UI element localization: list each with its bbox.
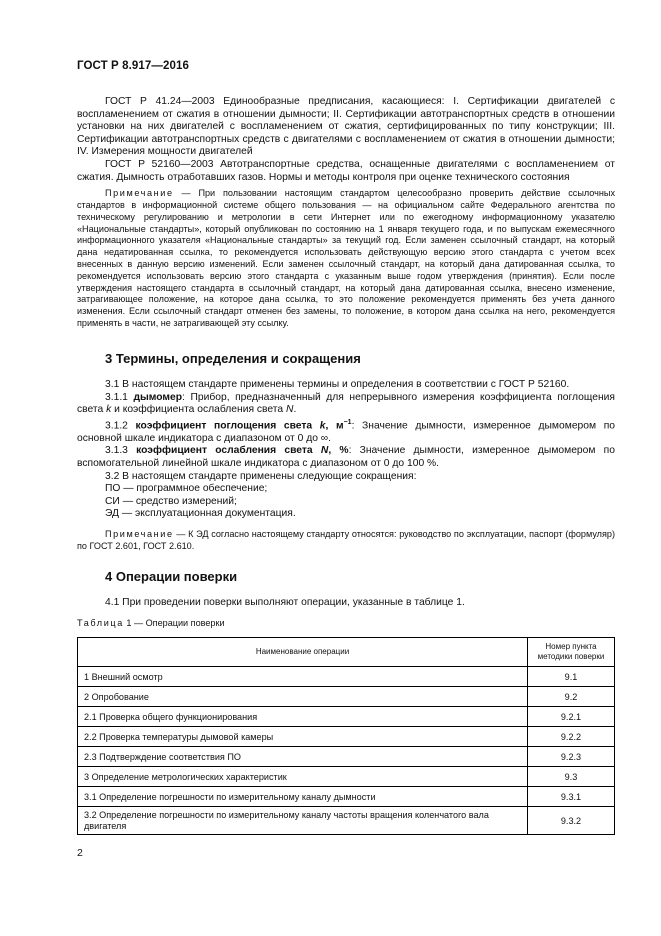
document-id: ГОСТ Р 8.917—2016	[77, 60, 189, 72]
clause-number: 3.1.2	[105, 420, 136, 432]
reference-gost-52160: ГОСТ Р 52160—2003 Автотранспортные средства, оснащенные двигателями с воспламенением от сжатия. Дымность отработавших газов. Нормы и методы контроля при оценке технического состояния	[77, 158, 615, 183]
term: дымомер	[133, 391, 183, 403]
clause-number: 9.2.1	[528, 707, 615, 727]
references-note	[77, 188, 615, 330]
abbreviation-item: ЭД — эксплуатационная документация.	[105, 508, 296, 520]
clause-3-1-3	[77, 445, 615, 470]
page-number: 2	[77, 847, 83, 859]
symbol-k: k	[319, 420, 326, 432]
operation-name: 1 Внешний осмотр	[78, 667, 528, 687]
clause-number: 9.1	[528, 667, 615, 687]
table-row	[78, 787, 615, 807]
symbol-n: N	[286, 404, 294, 416]
note-text: — К ЭД согласно настоящему стандарту относятся: руководство по эксплуатации, паспорт (формуляр) по ГОСТ 2.601, ГОСТ 2.610.	[77, 528, 615, 551]
term: коэффициент поглощения света	[135, 420, 320, 432]
operation-name: 3 Определение метрологических характеристик	[78, 767, 528, 787]
table-header-row	[78, 638, 615, 667]
definition-text: и коэффициента ослабления света	[111, 404, 286, 416]
normative-references	[77, 96, 615, 330]
table-1	[77, 637, 615, 835]
clause-number: 9.3.1	[528, 787, 615, 807]
column-header-operation: Наименование операции	[78, 638, 528, 667]
definition-text: : Значение дымности, измеренное дымомером по вспомогательной линейной шкале индикатора с диапазоном от 0 до 100 %.	[77, 445, 615, 469]
symbol-k: k	[106, 404, 112, 416]
table-row	[78, 807, 615, 835]
table-row	[78, 767, 615, 787]
table-row	[78, 707, 615, 727]
note-label: Примечание	[105, 188, 174, 199]
clause-number: 9.2	[528, 687, 615, 707]
clause-number: 3.1.1	[105, 391, 134, 403]
clause-3-1-1	[77, 392, 615, 417]
operation-name: 2.3 Подтверждение соответствия ПО	[78, 747, 528, 767]
table-row	[78, 687, 615, 707]
clause-3-1: 3.1 В настоящем стандарте применены термины и определения в соответствии с ГОСТ Р 52160.	[105, 379, 570, 390]
table-1-caption	[77, 618, 615, 628]
operation-name: 3.1 Определение погрешности по измерительному каналу дымности	[78, 787, 528, 807]
clause-number: 9.2.3	[528, 747, 615, 767]
clause-number: 9.2.2	[528, 727, 615, 747]
definition-text: : Значение дымности, измеренное дымомером по основной шкале индикатора с диапазоном от 0 до ∞.	[77, 420, 616, 444]
section-3-title: 3 Термины, определения и сокращения	[105, 351, 361, 366]
clause-3-2: 3.2 В настоящем стандарте применены следующие сокращения:	[105, 470, 417, 482]
table-caption-label: Таблица	[77, 618, 124, 628]
clause-4-1: 4.1 При проведении поверки выполняют операции, указанные в таблице 1.	[105, 597, 465, 608]
definition-text: .	[293, 404, 297, 416]
operation-name: 2.2 Проверка температуры дымовой камеры	[78, 727, 528, 747]
clause-number: 3.1.3	[105, 445, 137, 457]
section-4-title: 4 Операции поверки	[105, 569, 238, 584]
note-text: — При пользовании настоящим стандартом целесообразно проверить действие ссылочных стандартов в информационной системе общего пользования — на официальном сайте Федерального агентства по техническому регулированию и метрологии в сети Интернет или по ежегодному информационному указателю «Национальные стандарты», который опубликован по состоянию на 1 января текущего года, и по выпускам ежемесячного информационного указателя «Национальные стандарты» за текущий год. Если заменен ссылочный стандарт, на который дана недатированная ссылка, то рекомендуется использовать действующую версию этого стандарта с учетом всех внесенных в данную версию изменений. Если заменен ссылочный стандарт, на который дана датированная ссылка, то рекомендуется использовать версию этого стандарта с указанным выше годом утверждения (принятия). Если после утверждения настоящего стандарта в ссылочный стандарт, на который дана датированная ссылка, внесено изменение, затрагивающее положение, на которое дана ссылка, то это положение рекомендуется применять без учета данного изменения. Если ссылочный стандарт отменен без замены, то положение, в котором дана ссылка на него, рекомендуется применять в части, не затрагивающей эту ссылку.	[77, 188, 615, 328]
clause-number: 9.3	[528, 767, 615, 787]
operation-name: 2 Опробование	[78, 687, 528, 707]
reference-gost-41-24: ГОСТ Р 41.24—2003 Единообразные предписания, касающиеся: I. Сертификации двигателей с воспламенением от сжатия в отношении дымности; II. Сертификации автотранспортных средств в отношении установки на них двигателей с воспламенением от сжатия, сертифицированных по типу конструкции; III. Сертификации автотранспортных средств с двигателями с воспламенением от сжатия в отношении дымности; IV. Измерения мощности двигателей	[77, 96, 615, 158]
definition-text: : Прибор, предназначенный для непрерывного измерения коэффициента поглощения света	[77, 391, 615, 416]
abbreviation-item: СИ — средство измерений;	[105, 495, 237, 507]
section-4	[77, 569, 615, 610]
table-row	[78, 727, 615, 747]
operations-table	[77, 637, 615, 835]
unit-exponent: −1	[343, 418, 352, 426]
column-header-clause: Номер пункта методики поверки	[528, 638, 615, 667]
unit: , %	[328, 445, 349, 457]
section-3	[77, 351, 615, 553]
note-label: Примечание	[105, 528, 174, 539]
clause-3-1-2	[77, 417, 615, 446]
table-row	[78, 747, 615, 767]
symbol-n: N	[320, 445, 329, 457]
abbreviation-item: ПО — программное обеспечение;	[105, 483, 268, 495]
table-caption-text: 1 — Операции поверки	[123, 618, 225, 628]
term: коэффициент ослабления света	[136, 445, 321, 457]
abbreviations-note	[77, 529, 615, 553]
operation-name: 3.2 Определение погрешности по измерительному каналу частоты вращения коленчатого вала двигателя	[78, 807, 528, 835]
table-row	[78, 667, 615, 687]
operation-name: 2.1 Проверка общего функционирования	[78, 707, 528, 727]
clause-number: 9.3.2	[528, 807, 615, 835]
unit: , м	[325, 420, 344, 432]
